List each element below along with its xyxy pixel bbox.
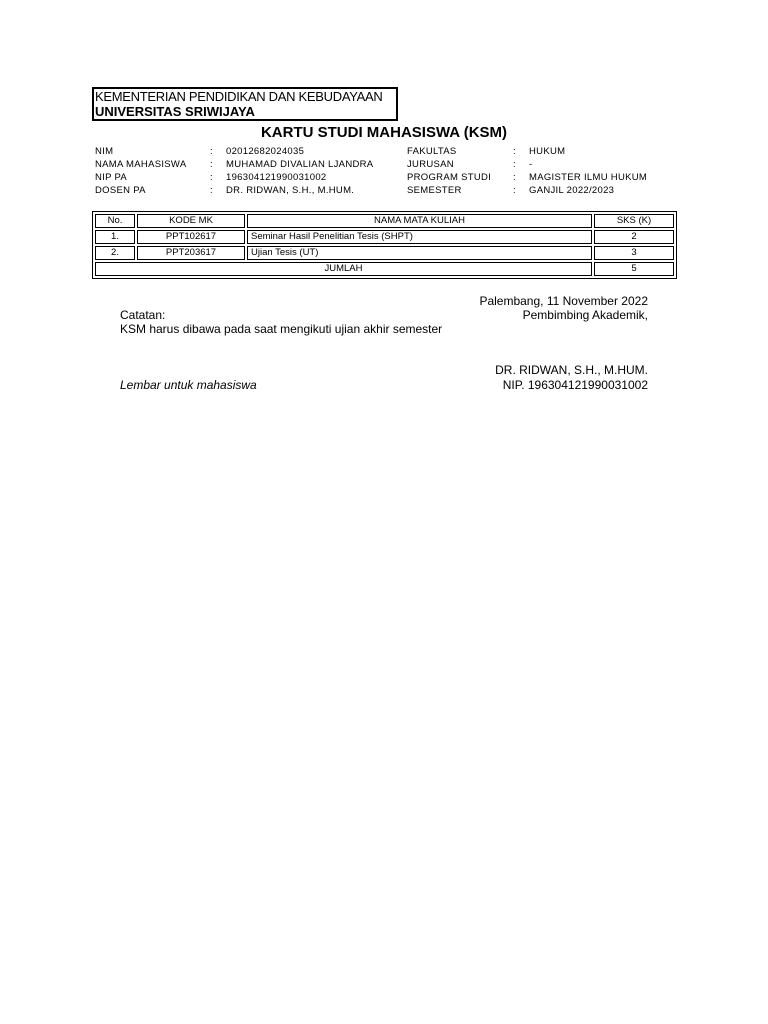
row-sks: 2 [594, 230, 674, 244]
info-label-program: PROGRAM STUDI [407, 172, 492, 183]
row-code: PPT102617 [137, 230, 245, 244]
note-text: KSM harus dibawa pada saat mengikuti ujian akhir semester [120, 322, 443, 336]
info-separator: : [210, 159, 213, 170]
total-value: 5 [594, 262, 674, 276]
row-no: 1. [95, 230, 135, 244]
advisor-label: Pembimbing Akademik, [522, 308, 648, 322]
info-separator: : [513, 159, 516, 170]
table-row [95, 230, 674, 244]
ministry-name: KEMENTERIAN PENDIDIKAN DAN KEBUDAYAAN [95, 89, 383, 104]
header-course-name: NAMA MATA KULIAH [247, 214, 592, 228]
notes-label: Catatan: [120, 308, 166, 322]
row-code: PPT203617 [137, 246, 245, 260]
info-separator: : [210, 172, 213, 183]
info-value-nim: 02012682024035 [226, 146, 305, 157]
row-sks: 3 [594, 246, 674, 260]
info-label-nim: NIM [95, 146, 114, 157]
info-label-faculty: FAKULTAS [407, 146, 457, 157]
info-label-semester: SEMESTER [407, 185, 462, 196]
info-value-faculty: HUKUM [529, 146, 566, 157]
header-code: KODE MK [137, 214, 245, 228]
info-value-dosen-pa: DR. RIDWAN, S.H., M.HUM. [226, 185, 355, 196]
info-separator: : [210, 146, 213, 157]
advisor-nip: NIP. 196304121990031002 [502, 378, 648, 392]
info-label-nip-pa: NIP PA [95, 172, 128, 183]
document-title: KARTU STUDI MAHASISWA (KSM) [260, 124, 508, 141]
row-course-name: Ujian Tesis (UT) [247, 246, 592, 260]
info-value-semester: GANJIL 2022/2023 [529, 185, 615, 196]
info-label-name: NAMA MAHASISWA [95, 159, 187, 170]
row-no: 2. [95, 246, 135, 260]
table-total-row [95, 262, 674, 276]
row-course-name: Seminar Hasil Penelitian Tesis (SHPT) [247, 230, 592, 244]
university-name: UNIVERSITAS SRIWIJAYA [95, 104, 255, 119]
table-row [95, 246, 674, 260]
place-date: Palembang, 11 November 2022 [479, 294, 648, 308]
info-separator: : [513, 172, 516, 183]
info-value-program: MAGISTER ILMU HUKUM [529, 172, 648, 183]
info-separator: : [513, 146, 516, 157]
total-label: JUMLAH [95, 262, 592, 276]
info-label-department: JURUSAN [407, 159, 454, 170]
info-separator: : [513, 185, 516, 196]
header-no: No. [95, 214, 135, 228]
advisor-name: DR. RIDWAN, S.H., M.HUM. [495, 363, 648, 377]
info-value-department: - [529, 159, 533, 170]
copy-label: Lembar untuk mahasiswa [120, 378, 257, 392]
info-separator: : [210, 185, 213, 196]
header-sks: SKS (K) [594, 214, 674, 228]
info-value-nip-pa: 196304121990031002 [226, 172, 327, 183]
info-label-dosen-pa: DOSEN PA [95, 185, 146, 196]
courses-table [92, 211, 677, 279]
info-value-name: MUHAMAD DIVALIAN LJANDRA [226, 159, 374, 170]
table-header-row [95, 214, 674, 228]
